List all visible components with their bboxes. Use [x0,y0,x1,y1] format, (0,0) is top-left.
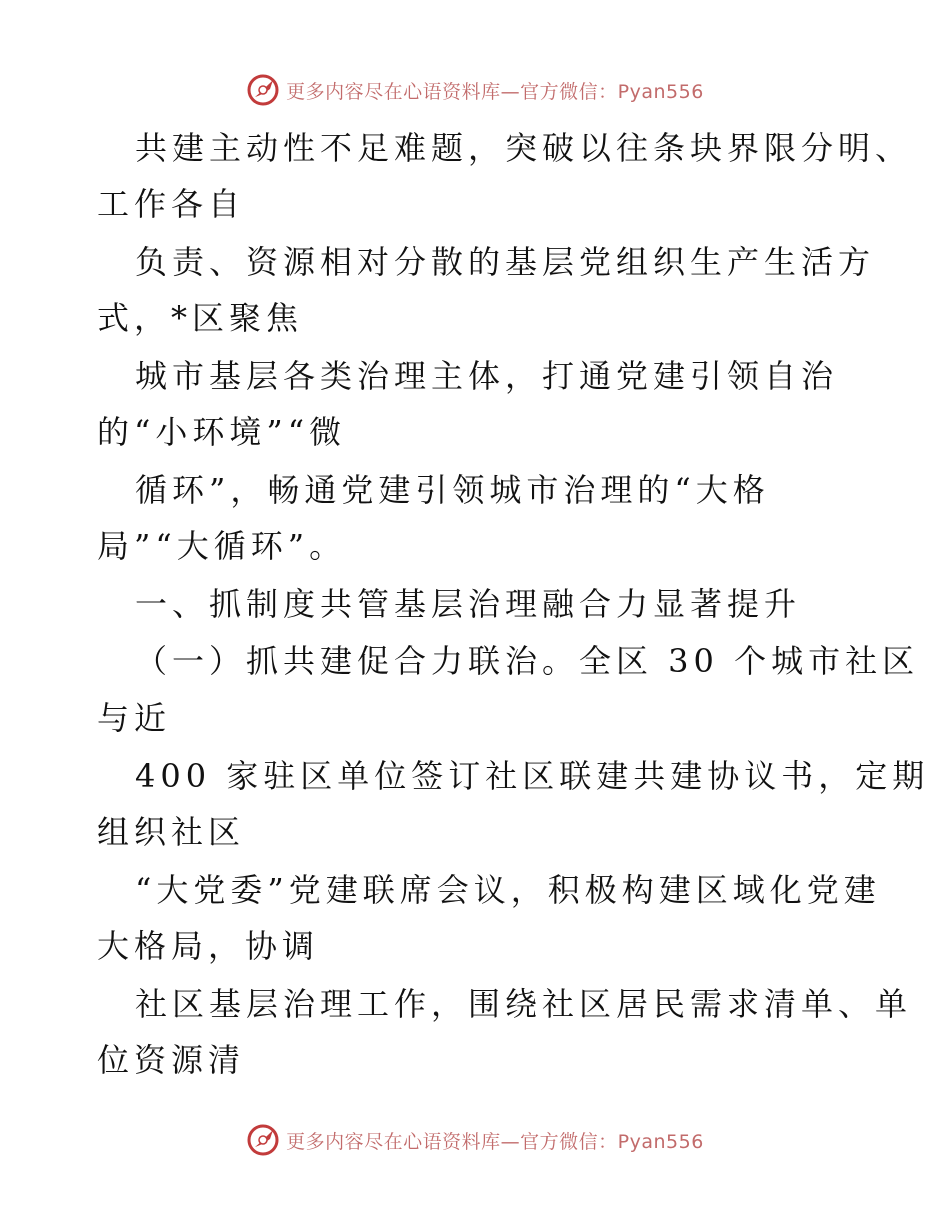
section-heading: 一、抓制度共管基层治理融合力显著提升 [135,585,802,623]
text-line: 共建主动性不足难题，突破以往条块界限分明、 [135,129,913,167]
text-line: （一）抓共建促合力联治。全区 30 个城市社区 [135,642,920,680]
watermark-text: 更多内容尽在心语资料库—官方微信：Pyan556 [286,80,704,103]
text-line: 位资源清 [97,1041,246,1079]
text-line: 城市基层各类治理主体，打通党建引领自治 [135,357,839,395]
text-line: 工作各自 [97,185,246,223]
text-line: “大党委”党建联席会议，积极构建区域化党建 [135,871,881,909]
quill-logo-icon [246,1123,280,1157]
footer-watermark [0,1120,950,1160]
text-line: 社区基层治理工作，围绕社区居民需求清单、单 [135,985,913,1023]
text-line: 的“小环境”“微 [97,413,347,451]
text-line: 与近 [97,699,172,737]
text-line: 400 家驻区单位签订社区联建共建协议书，定期 [135,757,930,795]
text-line: 式，*区聚焦 [97,299,304,337]
text-line: 循环”，畅通党建引领城市治理的“大格 [135,471,770,509]
text-line: 大格局，协调 [97,927,320,965]
watermark-text: 更多内容尽在心语资料库—官方微信：Pyan556 [286,1130,704,1153]
text-line: 局”“大循环”。 [97,527,347,565]
text-line: 负责、资源相对分散的基层党组织生产生活方 [135,243,876,281]
text-line: 组织社区 [97,813,246,851]
